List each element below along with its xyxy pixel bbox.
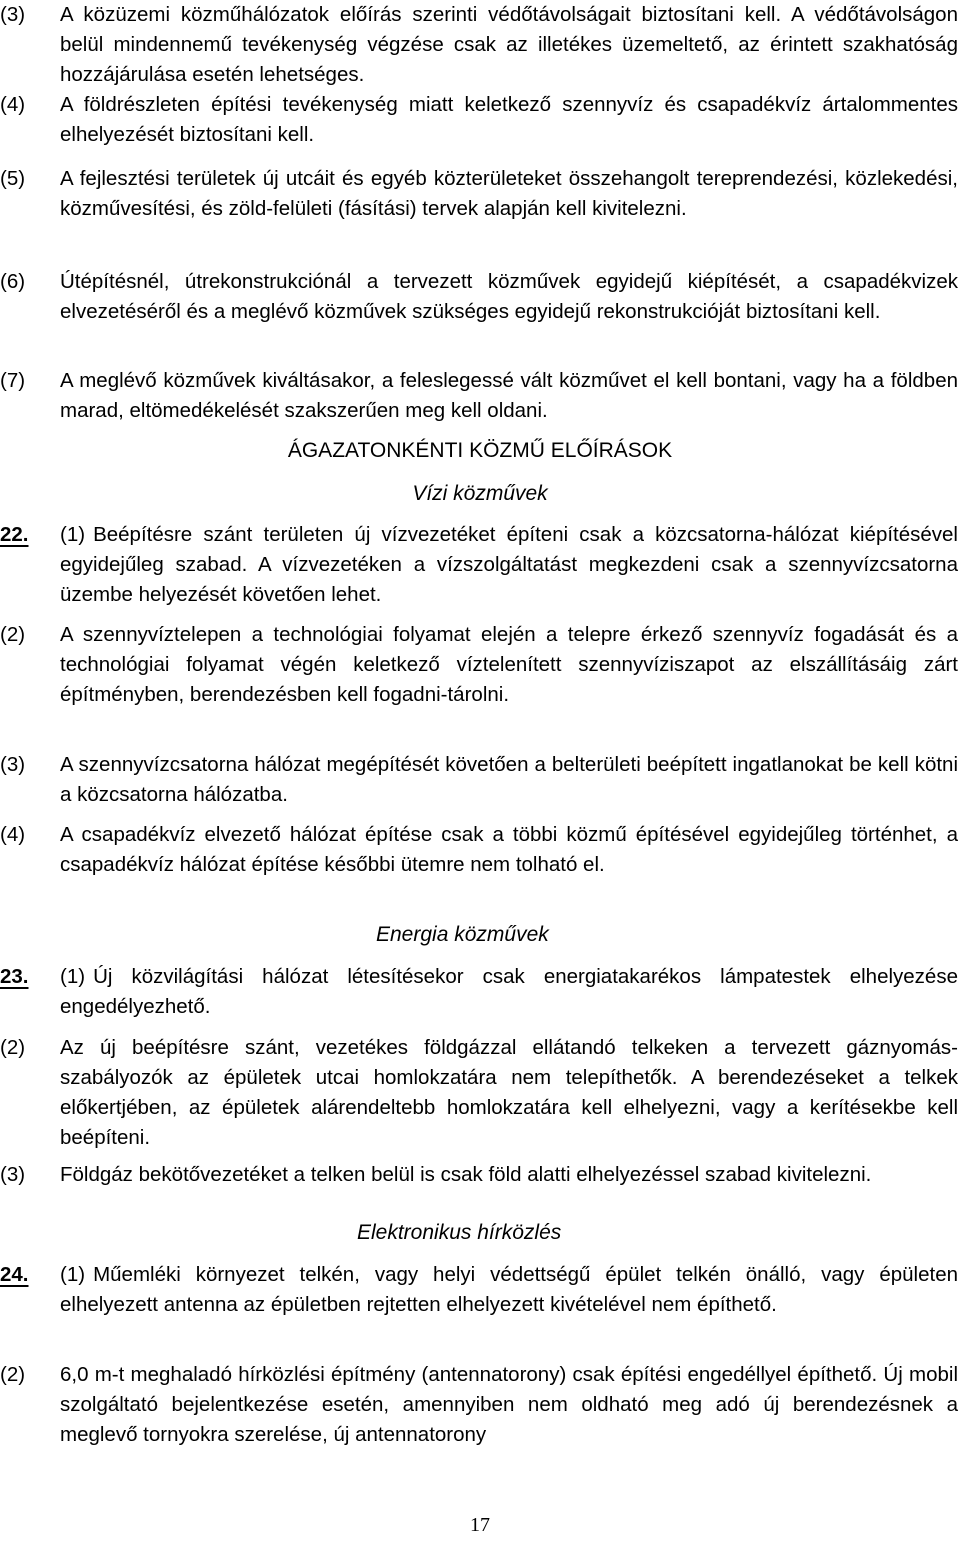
paragraph-text: Földgáz bekötővezetéket a telken belül is csak föld alatti elhelyezéssel szabad kivitelezni. (60, 1163, 872, 1186)
section-22-paragraph-1 (0, 520, 958, 610)
paragraph-number: (2) (0, 623, 26, 646)
paragraph-number: (2) (0, 1363, 26, 1386)
paragraph-number: (3) (0, 3, 26, 26)
paragraph-number: (1) (60, 1263, 86, 1286)
paragraph-3 (0, 0, 958, 90)
section-number: 22. (0, 523, 29, 546)
paragraph-text: Útépítésnél, útrekonstrukciónál a tervezett közművek egyidejű kiépítését, a csapadékvizek elvezetéséről és a meglévő közművek szükséges egyidejű rekonstrukcióját biztosítani kell. (60, 270, 958, 323)
paragraph-body: Műemléki környezet telkén, vagy helyi védettségű épület telkén önálló, vagy épületen elhelyezett antenna az épületben rejtetten elhelyezett kivételével nem építhető. (60, 1263, 958, 1316)
paragraph-body: Beépítésre szánt területen új vízvezetéket építeni csak a közcsatorna-hálózat kiépítésével egyidejűleg szabad. A vízvezetéken a vízszolgáltatást megkezdeni csak a szennyvízcsatorna üzembe helyezését követően lehet. (60, 523, 958, 606)
paragraph-text: A szennyvízcsatorna hálózat megépítését követően a belterületi beépített ingatlanokat be kell kötni a közcsatorna hálózatba. (60, 753, 958, 806)
paragraph-text: 6,0 m-t meghaladó hírközlési építmény (antennatorony) csak építési engedéllyel építhető. Új mobil szolgáltató bejelentkezése esetén, amennyiben nem oldható meg adó új berendezésnek a meglevő tornyokra szerelése, új antennatorony (60, 1363, 958, 1446)
paragraph-number: (5) (0, 167, 26, 190)
paragraph-number: (4) (0, 823, 26, 846)
paragraph-text: A közüzemi közműhálózatok előírás szerinti védőtávolságait biztosítani kell. A védőtávolságon belül mindennemű tevékenység végzése csak az illetékes üzemeltető, az érintett szakhatóság hozzájárulása esetén lehetséges. (60, 3, 958, 86)
paragraph-6 (0, 267, 958, 327)
paragraph-text (60, 520, 958, 610)
subsection-heading-water: Vízi közművek (412, 482, 548, 505)
paragraph-text (60, 1260, 958, 1320)
section-24-paragraph-2 (0, 1360, 958, 1450)
paragraph-4 (0, 90, 958, 150)
paragraph-text: A meglévő közművek kiváltásakor, a feleslegessé vált közművet el kell bontani, vagy ha a földben marad, eltömedékelését szakszerűen meg kell oldani. (60, 369, 958, 422)
subsection-heading-telecom: Elektronikus hírközlés (357, 1221, 562, 1244)
page-number: 17 (470, 1514, 490, 1536)
paragraph-text: A szennyvíztelepen a technológiai folyamat elején a telepre érkező szennyvíz fogadását és a technológiai folyamat végén keletkező víztelenített szennyvíziszapot az elszállításáig zárt építményben, berendezésben kell fogadni-tárolni. (60, 623, 958, 706)
subsection-heading-energy: Energia közművek (376, 923, 549, 946)
paragraph-number: (3) (0, 753, 26, 776)
paragraph-number: (3) (0, 1163, 26, 1186)
section-22-paragraph-2 (0, 620, 958, 710)
section-23-paragraph-2 (0, 1033, 958, 1153)
section-22-paragraph-3 (0, 750, 958, 810)
paragraph-number: (6) (0, 270, 26, 293)
paragraph-text: Az új beépítésre szánt, vezetékes földgázzal ellátandó telkeken a tervezett gáznyomás-szabályozók az épületek utcai homlokzatára nem telepíthetők. A berendezéseket a telkek előkertjében, az épületek alárendeltebb homlokzatára kell elhelyezni, vagy a kerítésekbe kell beépíteni. (60, 1036, 958, 1149)
paragraph-text: A csapadékvíz elvezető hálózat építése csak a többi közmű építésével egyidejűleg történhet, a csapadékvíz hálózat építése későbbi ütemre nem tolható el. (60, 823, 958, 876)
paragraph-number: (1) (60, 523, 86, 546)
paragraph-text: A fejlesztési területek új utcáit és egyéb közterületeket összehangolt tereprendezési, közlekedési, közművesítési, és zöld-felületi (fásítási) tervek alapján kell kivitelezni. (60, 167, 958, 220)
section-heading: ÁGAZATONKÉNTI KÖZMŰ ELŐÍRÁSOK (287, 439, 673, 462)
section-24-paragraph-1 (0, 1260, 958, 1320)
paragraph-number: (1) (60, 965, 86, 988)
paragraph-5 (0, 164, 958, 224)
paragraph-text (60, 962, 958, 1022)
paragraph-number: (4) (0, 93, 26, 116)
section-22-paragraph-4 (0, 820, 958, 880)
paragraph-7 (0, 366, 958, 426)
paragraph-number: (7) (0, 369, 26, 392)
section-number: 23. (0, 965, 29, 988)
paragraph-text: A földrészleten építési tevékenység miatt keletkező szennyvíz és csapadékvíz ártalommentes elhelyezését biztosítani kell. (60, 93, 958, 146)
section-23-paragraph-1 (0, 962, 958, 1022)
section-23-paragraph-3 (0, 1160, 958, 1190)
section-number: 24. (0, 1263, 29, 1286)
paragraph-body: Új közvilágítási hálózat létesítésekor csak energiatakarékos lámpatestek elhelyezése engedélyezhető. (60, 965, 958, 1018)
paragraph-number: (2) (0, 1036, 26, 1059)
